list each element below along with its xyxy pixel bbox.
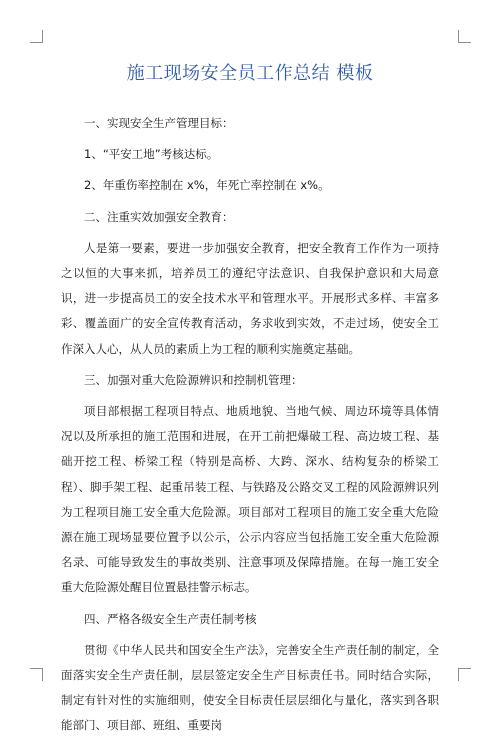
crop-mark-top-right <box>458 30 471 43</box>
section-heading-2: 二、注重实效加强安全教育： <box>84 209 234 224</box>
crop-mark-top-left <box>30 30 43 43</box>
goal-item-1: 1、“平安工地”考核达标。 <box>84 147 219 162</box>
document-body <box>61 111 439 745</box>
section-heading-3: 三、加强对重大危险源辨识和控制机管理： <box>84 372 303 387</box>
section-heading-4: 四、严格各级安全生产责任制考核 <box>84 611 257 626</box>
section-heading-1: 一、实现安全生产管理目标： <box>84 116 234 130</box>
crop-mark-bottom-left <box>30 668 43 681</box>
crop-mark-bottom-right <box>458 668 471 681</box>
paragraph-hazard-identification: 项目部根据工程项目特点、地质地貌、当地气候、周边环境等具体情况以及所承担的施工范围和进展，在开工前把爆破工程、高边坡工程、基础开挖工程、桥梁工程（特别是高桥、大跨、深水、结构复杂的桥梁工程）、脚手架工程、起重吊装工程、与铁路及公路交叉工程的风险源辨识列为工程项目施工安全重大危险源。项目部对工程项目的施工安全重大危险源在施工现场显要位置予以公示，公示内容应当包括施工安全重大危险源名录、可能导致发生的事故类别、注意事项及保障措施。在每一施工安全重大危险源处醒目位置悬挂警示标志。 <box>61 404 439 595</box>
paragraph-safety-education: 人是第一要素，要进一步加强安全教育，把安全教育工作作为一项持之以恒的大事来抓，培养员工的遵纪守法意识、自我保护意识和大局意识，进一步提高员工的安全技术水平和管理水平。开展形式多样、丰富多彩、覆盖面广的安全宣传教育活动，务求收到实效，不走过场，使安全工作深入人心，从人员的素质上为工程的顺利实施奠定基础。 <box>61 240 439 356</box>
page-title: 施工现场安全员工作总结 模板 <box>126 63 374 84</box>
paragraph-responsibility: 贯彻《中华人民共和国安全生产法》，完善安全生产责任制的制定，全面落实安全生产责任制，层层签定安全生产目标责任书。同时结合实际，制定有针对性的实施细则，使安全目标责任层层细化与量化，落实到各职能部门、项目部、班组、重要岗 <box>61 642 439 733</box>
goal-item-2: 2、年重伤率控制在 x%，年死亡率控制在 x%。 <box>84 178 330 193</box>
